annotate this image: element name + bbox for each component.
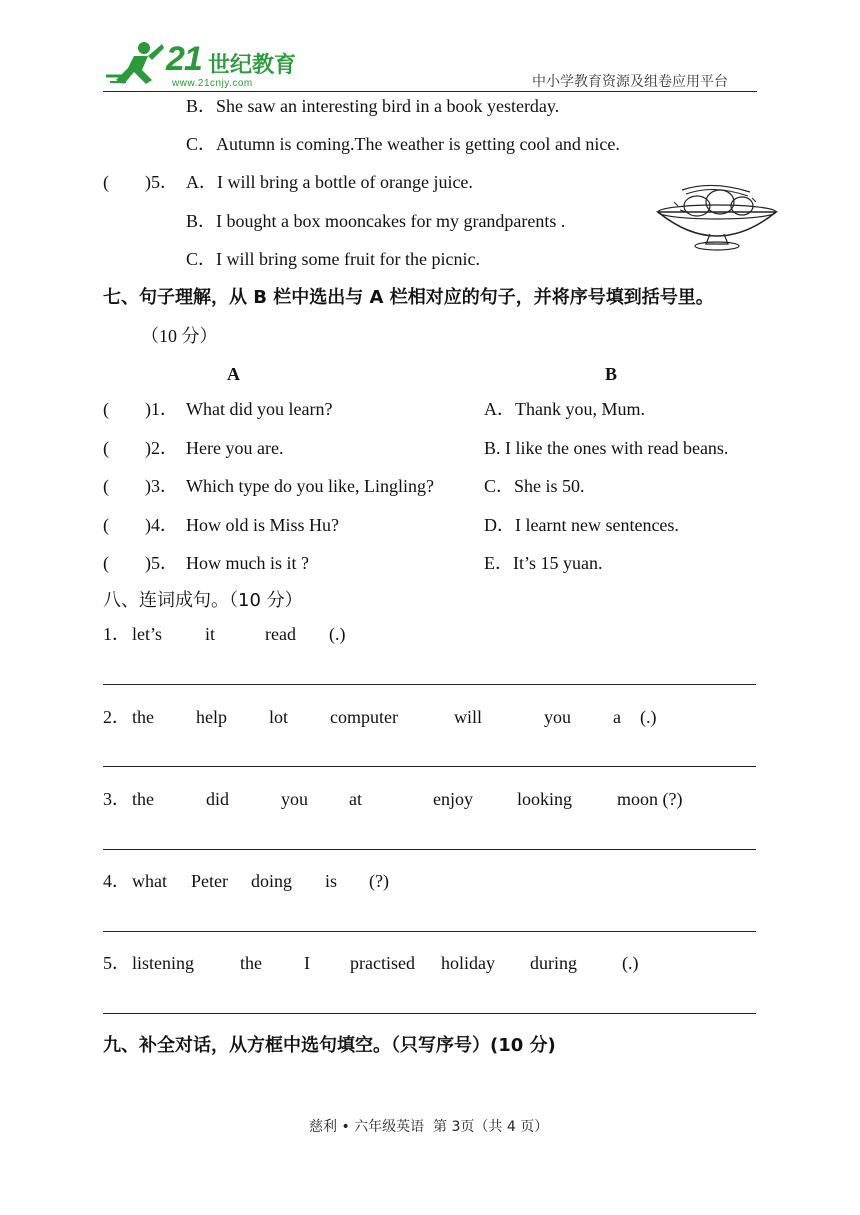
s7-column-b-header: B [605,364,618,384]
word-tile: enjoy [433,789,473,809]
s6-q5-option-c: C．I will bring some fruit for the picnic. [186,249,480,269]
page-footer: 慈利 • 六年级英语 第 3页（共 4 页） [309,1119,549,1135]
s7-a1-text: What did you learn? [186,399,333,419]
platform-name: 中小学教育资源及组卷应用平台 [532,74,728,90]
word-tile: (.) [622,953,639,973]
s7-a2-text: Here you are. [186,438,284,458]
word-tile: Peter [191,871,228,891]
word-tile: (.) [329,624,346,644]
s7-b1-text: A．Thank you, Mum. [484,399,645,419]
word-tile: did [206,789,230,809]
logo-url: www.21cnjy.com [172,78,253,89]
logo-number: 21 [166,40,202,78]
word-tile: you [281,789,308,809]
s7-column-a-header: A [227,364,240,384]
answer-line [103,931,756,932]
word-tile: (?) [369,871,389,891]
s8-item-2-number: 2． [103,707,130,727]
s6-q4-option-c: C．Autumn is coming.The weather is getting cool and nice. [186,134,620,154]
s7-a4-number: ( )4． [103,515,178,535]
runner-logo-icon [104,40,166,86]
s7-a5-number: ( )5． [103,553,178,573]
word-tile: (.) [640,707,657,727]
word-tile: at [349,789,362,809]
s7-b5-text: E．It’s 15 yuan. [484,553,603,573]
word-tile: lot [269,707,289,727]
word-tile: looking [517,789,573,809]
word-tile: read [265,624,296,644]
s7-a1-number: ( )1． [103,399,178,419]
word-tile: during [530,953,577,973]
s6-q5-number: ( )5． [103,172,178,192]
answer-line [103,684,756,685]
s6-q5-option-a: A．I will bring a bottle of orange juice. [186,172,473,192]
word-tile: the [132,789,154,809]
s7-a2-number: ( )2． [103,438,178,458]
word-tile: you [544,707,571,727]
s7-a4-text: How old is Miss Hu? [186,515,340,535]
s8-item-4-number: 4． [103,871,130,891]
word-tile: will [454,707,483,727]
s7-b2-text: B. I like the ones with read beans. [484,438,729,458]
s8-item-1-number: 1． [103,624,130,644]
logo-text: 世纪教育 [208,53,297,78]
s7-a5-text: How much is it ? [186,553,309,573]
answer-line [103,849,756,850]
s8-item-3-number: 3． [103,789,130,809]
word-tile: the [240,953,262,973]
s7-b3-text: C．She is 50. [484,476,585,496]
s6-q5-option-b: B．I bought a box mooncakes for my grandparents . [186,211,566,231]
word-tile: what [132,871,167,891]
word-tile: I [304,953,310,973]
s7-a3-number: ( )3． [103,476,178,496]
word-tile: moon (?) [617,789,683,809]
word-tile: computer [330,707,398,727]
word-tile: is [325,871,338,891]
fruit-bowl-icon [652,180,782,254]
s7-score: （10 分） [141,326,218,346]
word-tile: it [205,624,216,644]
s8-title: 八、连词成句。（10 分） [103,590,303,611]
word-tile: the [132,707,154,727]
word-tile: a [613,707,621,727]
word-tile: doing [251,871,293,891]
s7-a3-text: Which type do you like, Lingling? [186,476,434,496]
s8-item-5-number: 5． [103,953,130,973]
answer-line [103,766,756,767]
word-tile: listening [132,953,194,973]
word-tile: help [196,707,227,727]
s6-q4-option-b: B．She saw an interesting bird in a book yesterday. [186,96,560,116]
s7-title: 七、句子理解，从 B 栏中选出与 A 栏相对应的句子，并将序号填到括号里。 [103,287,714,308]
s7-b4-text: D．I learnt new sentences. [484,515,679,535]
header-divider [103,91,757,92]
answer-line [103,1013,756,1014]
s9-title: 九、补全对话，从方框中选句填空。（只写序号）(10 分) [103,1035,556,1056]
word-tile: let’s [132,624,162,644]
word-tile: practised [350,953,415,973]
word-tile: holiday [441,953,495,973]
